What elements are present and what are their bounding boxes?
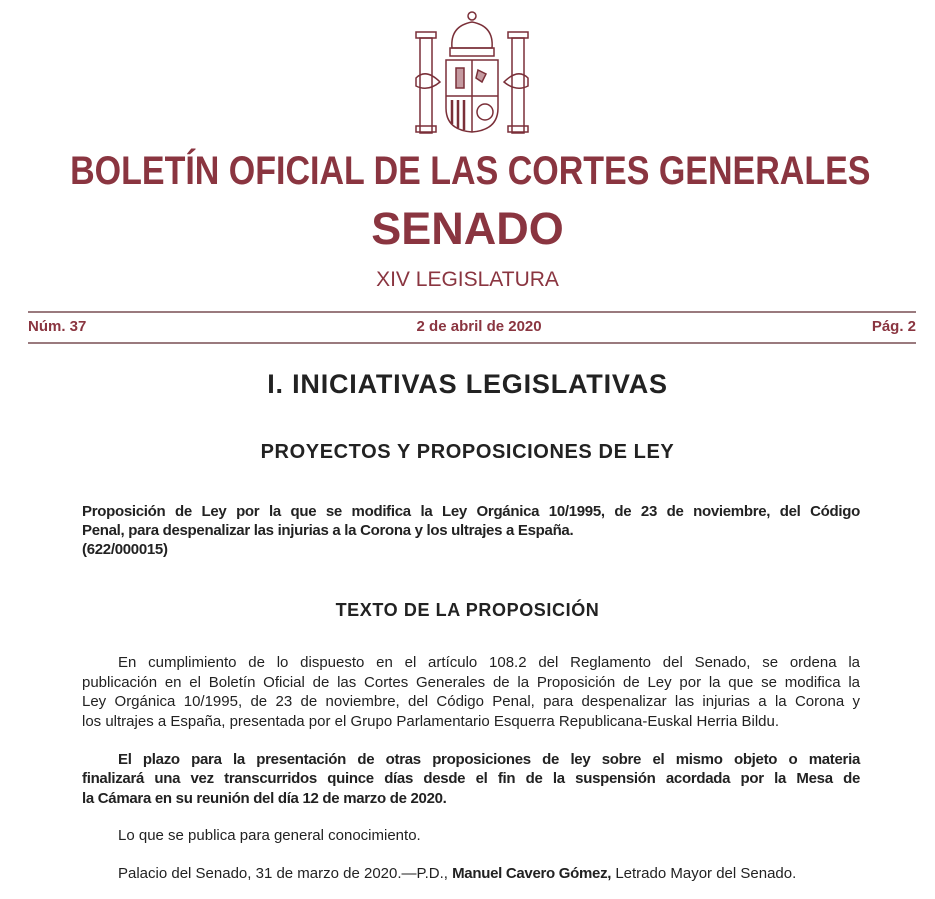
bulletin-title: BOLETÍN OFICIAL DE LAS CORTES GENERALES — [70, 149, 871, 193]
header-divider-top — [28, 311, 916, 313]
proposal-title-line: Proposición de Ley por la que se modifica la Ley Orgánica 10/1995, de 23 de noviembre, del Código — [82, 503, 860, 520]
deadline-line: finalizará una vez transcurridos quince días desde el fin de la suspensión acordada por la Mesa de — [82, 770, 860, 787]
issue-date: 2 de abril de 2020 — [416, 318, 542, 335]
issue-meta-row — [28, 318, 916, 335]
chamber-name: SENADO — [371, 203, 564, 254]
header-divider-bottom — [28, 342, 916, 344]
deadline-line: la Cámara en su reunión del día 12 de marzo de 2020. — [82, 790, 447, 807]
page-number: Pág. 2 — [871, 318, 916, 335]
text-heading: TEXTO DE LA PROPOSICIÓN — [335, 600, 600, 620]
deadline-line: El plazo para la presentación de otras proposiciones de ley sobre el mismo objeto o materia — [118, 751, 860, 768]
section-title: I. INICIATIVAS LEGISLATIVAS — [267, 369, 668, 399]
proposal-title-line: Penal, para despenalizar las injurias a la Corona y los ultrajes a España. — [82, 522, 574, 539]
paragraph-line: En cumplimiento de lo dispuesto en el artículo 108.2 del Reglamento del Senado, se ordena la — [118, 654, 860, 671]
issue-number: Núm. 37 — [28, 318, 87, 335]
signatory-name: Manuel Cavero Gómez, — [452, 865, 612, 882]
paragraph-line: publicación en el Boletín Oficial de las Cortes Generales de la Proposición de Ley por la que se modifica la — [82, 674, 860, 691]
legislature: XIV LEGISLATURA — [376, 268, 559, 291]
paragraph-line: los ultrajes a España, presentada por el Grupo Parlamentario Esquerra Republicana-Euskal Herria Bildu. — [82, 713, 780, 730]
section-subtitle: PROYECTOS Y PROPOSICIONES DE LEY — [260, 441, 675, 463]
signature-line — [118, 864, 896, 883]
coat-of-arms-icon — [412, 8, 532, 138]
signature-place-date: Palacio del Senado, 31 de marzo de 2020.—P.D., — [118, 865, 453, 882]
signatory-title: Letrado Mayor del Senado. — [611, 865, 797, 882]
proposal-reference: (622/000015) — [82, 541, 168, 558]
publication-note: Lo que se publica para general conocimiento. — [118, 827, 421, 844]
paragraph-line: Ley Orgánica 10/1995, de 23 de noviembre, del Código Penal, para despenalizar las injurias a la Corona y — [82, 693, 860, 710]
